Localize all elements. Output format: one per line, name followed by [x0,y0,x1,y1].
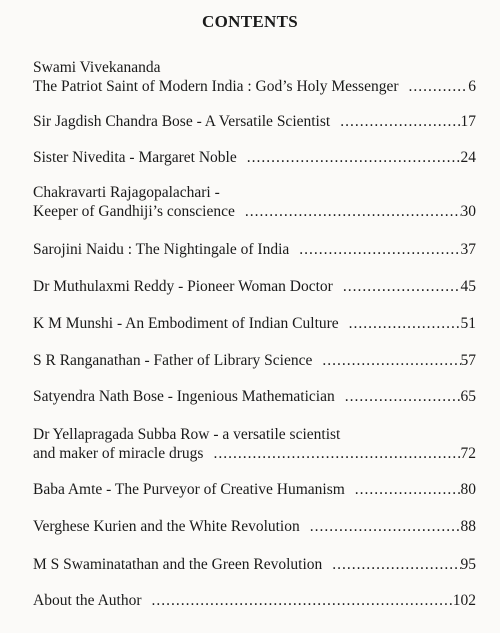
toc-page-number: 57 [460,352,476,369]
toc-entry [33,517,476,536]
leader-dots [408,77,468,96]
toc-entry-title: M S Swaminatathan and the Green Revolution [33,556,323,573]
toc-entry-title: The Patriot Saint of Modern India : God’s Holy Messenger [33,78,399,95]
toc-page-number: 102 [452,592,476,609]
toc-entry-title: Sister Nivedita - Margaret Noble [33,149,237,166]
toc-entry-title: About the Author [33,592,142,609]
toc-entry-title: Verghese Kurien and the White Revolution [33,518,300,535]
toc-entry [33,148,476,167]
leader-dots [355,480,461,499]
toc-entry-title-line: Dr Yellapragada Subba Row - a versatile scientist [33,426,341,443]
toc-entry [33,425,476,463]
toc-entry-title-line: Swami Vivekananda [33,59,161,76]
toc-page-number: 37 [460,241,476,258]
toc-page-number: 80 [460,481,476,498]
leader-dots [299,240,460,259]
toc-entry-title: Sir Jagdish Chandra Bose - A Versatile Scientist [33,113,331,130]
toc-page-number: 65 [460,388,476,405]
toc-entry [33,351,476,370]
page-title: CONTENTS [202,12,298,31]
toc-entry-title: Satyendra Nath Bose - Ingenious Mathematician [33,388,335,405]
leader-dots [247,148,461,167]
toc-entry-title: S R Ranganathan - Father of Library Science [33,352,313,369]
toc-entry-title: Keeper of Gandhiji’s conscience [33,203,235,220]
toc-page-number: 6 [468,78,476,95]
toc-page-number: 30 [460,203,476,220]
toc-entry [33,183,476,221]
toc-page-number: 17 [460,113,476,130]
toc-entry [33,112,476,131]
toc-entry [33,387,476,406]
leader-dots [310,517,461,536]
leader-dots [343,277,461,296]
leader-dots [245,202,461,221]
leader-dots [322,351,460,370]
leader-dots [332,555,460,574]
toc-entry-title: and maker of miracle drugs [33,445,204,462]
toc-entry-title: K M Munshi - An Embodiment of Indian Culture [33,315,339,332]
toc-page-number: 24 [460,149,476,166]
toc-page-number: 45 [460,278,476,295]
toc-page-number: 51 [460,315,476,332]
toc-entry [33,555,476,574]
toc-entry [33,277,476,296]
toc-entry-title-line: Chakravarti Rajagopalachari - [33,184,220,201]
toc-entry-title: Sarojini Naidu : The Nightingale of India [33,241,290,258]
leader-dots [340,112,460,131]
toc-entry [33,591,476,610]
toc-entry [33,480,476,499]
leader-dots [213,444,460,463]
leader-dots [152,591,453,610]
toc-page-number: 88 [460,518,476,535]
leader-dots [345,387,461,406]
toc-page-number: 72 [460,445,476,462]
toc-entry [33,314,476,333]
toc-page-number: 95 [460,556,476,573]
toc-entry [33,58,476,96]
toc-entry-title: Baba Amte - The Purveyor of Creative Humanism [33,481,345,498]
toc-entry-title: Dr Muthulaxmi Reddy - Pioneer Woman Doctor [33,278,333,295]
toc-entry [33,240,476,259]
leader-dots [349,314,461,333]
